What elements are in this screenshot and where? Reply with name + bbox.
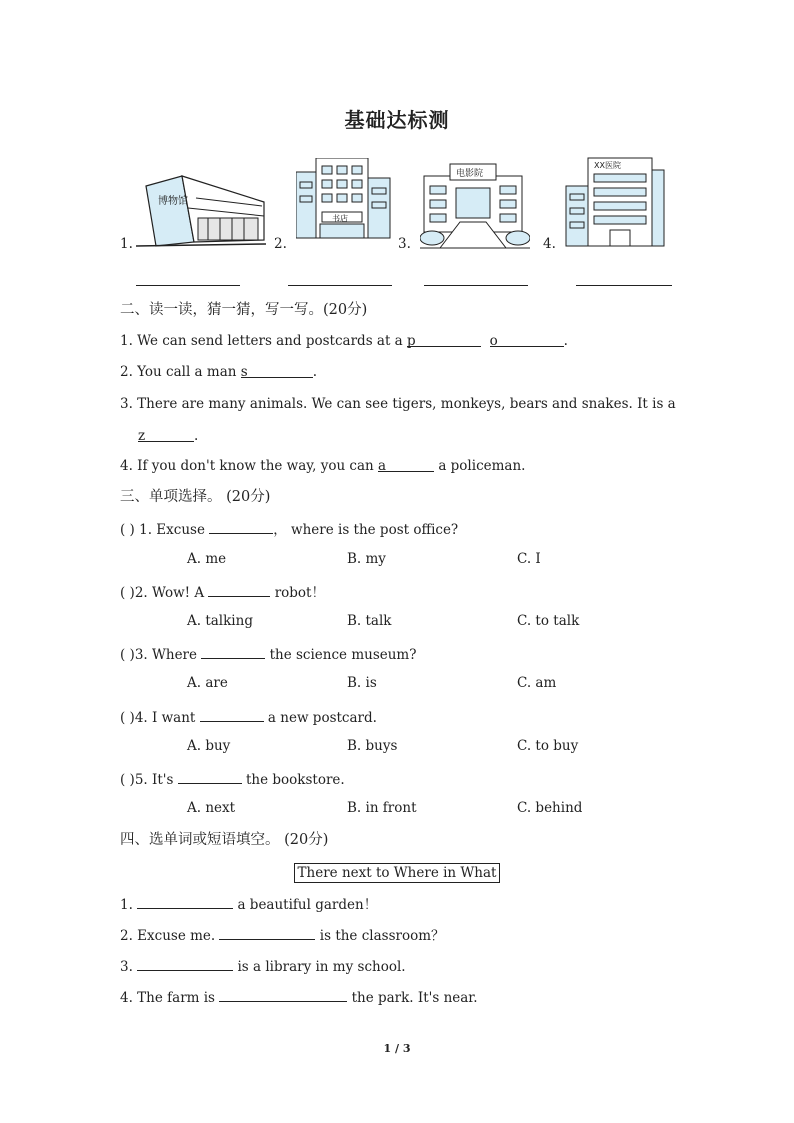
answer-blank[interactable] bbox=[219, 925, 315, 940]
answer-blank bbox=[201, 644, 265, 659]
option[interactable]: B. buys bbox=[347, 738, 398, 754]
answer-blank[interactable]: z bbox=[138, 427, 194, 442]
answer-blank bbox=[200, 707, 264, 722]
question: 4. If you don't know the way, you can a a policeman. bbox=[120, 458, 526, 474]
fill-question: 3. is a library in my school. bbox=[120, 956, 406, 976]
answer-paren[interactable]: ( ) bbox=[120, 772, 135, 788]
question-continuation: z . bbox=[138, 428, 199, 444]
question: 2. You call a man s . bbox=[120, 364, 318, 380]
answer-blank[interactable] bbox=[219, 987, 347, 1002]
answer-line[interactable] bbox=[288, 285, 392, 286]
museum-sign: 博物馆 bbox=[158, 196, 188, 207]
item-number: 3. bbox=[398, 236, 411, 252]
word-bank-box: There next to Where in What bbox=[294, 863, 500, 883]
answer-line[interactable] bbox=[576, 285, 672, 286]
answer-blank bbox=[208, 582, 270, 597]
mc-question: ( )4. I want a new postcard. bbox=[120, 707, 377, 727]
option[interactable]: B. is bbox=[347, 675, 377, 691]
option[interactable]: A. me bbox=[187, 551, 227, 567]
option[interactable]: A. next bbox=[187, 800, 236, 816]
answer-blank[interactable] bbox=[137, 894, 233, 909]
item-number: 1. bbox=[120, 236, 133, 252]
answer-paren[interactable]: ( ) bbox=[120, 710, 135, 726]
cinema-icon bbox=[420, 162, 530, 250]
answer-paren[interactable]: ( ) bbox=[120, 522, 135, 538]
fill-question: 2. Excuse me. is the classroom？ bbox=[120, 925, 445, 945]
option[interactable]: A. are bbox=[187, 675, 228, 691]
option[interactable]: C. to buy bbox=[517, 738, 579, 754]
mc-question: ( )2. Wow! A robot！ bbox=[120, 582, 325, 602]
option[interactable]: C. am bbox=[517, 675, 557, 691]
fill-question: 1. a beautiful garden！ bbox=[120, 894, 377, 914]
answer-blank bbox=[178, 769, 242, 784]
question: 3. There are many animals. We can see tigers, monkeys, bears and snakes. It is a bbox=[120, 396, 676, 412]
hospital-icon bbox=[564, 156, 668, 248]
answer-blank[interactable]: s bbox=[241, 363, 313, 378]
option[interactable]: B. my bbox=[347, 551, 386, 567]
section-heading: 四、选单词或短语填空。 (20分) bbox=[120, 832, 329, 848]
option[interactable]: A. talking bbox=[187, 613, 253, 629]
item-number: 2. bbox=[274, 236, 287, 252]
answer-line[interactable] bbox=[136, 285, 240, 286]
page-number: 1 / 3 bbox=[383, 1042, 411, 1055]
answer-blank[interactable]: a bbox=[378, 457, 434, 472]
option[interactable]: C. behind bbox=[517, 800, 583, 816]
answer-blank[interactable] bbox=[137, 956, 233, 971]
question: 1. We can send letters and postcards at a p o . bbox=[120, 333, 568, 349]
mc-question: ( ) 1. Excuse ， where is the post office? bbox=[120, 519, 458, 539]
cinema-sign: 电影院 bbox=[456, 169, 484, 179]
answer-paren[interactable]: ( ) bbox=[120, 647, 135, 663]
item-number: 4. bbox=[543, 236, 556, 252]
answer-blank[interactable]: o bbox=[490, 332, 564, 347]
answer-blank[interactable]: p bbox=[407, 332, 481, 347]
section-heading: 二、读一读，猜一猜，写一写。(20分) bbox=[120, 302, 368, 318]
mc-question: ( )5. It's the bookstore. bbox=[120, 769, 345, 789]
bookstore-sign: 书店 bbox=[332, 214, 348, 223]
museum-icon bbox=[136, 172, 266, 250]
answer-line[interactable] bbox=[424, 285, 528, 286]
mc-question: ( )3. Where the science museum? bbox=[120, 644, 416, 664]
fill-question: 4. The farm is the park. It's near. bbox=[120, 987, 478, 1007]
option[interactable]: B. in front bbox=[347, 800, 417, 816]
option[interactable]: C. I bbox=[517, 551, 541, 567]
option[interactable]: B. talk bbox=[347, 613, 392, 629]
answer-paren[interactable]: ( ) bbox=[120, 585, 135, 601]
answer-blank bbox=[209, 519, 273, 534]
bookstore-icon bbox=[296, 158, 392, 240]
option[interactable]: C. to talk bbox=[517, 613, 580, 629]
hospital-sign: XX医院 bbox=[594, 161, 621, 170]
option[interactable]: A. buy bbox=[187, 738, 231, 754]
section-heading: 三、单项选择。 (20分) bbox=[120, 489, 271, 505]
page-title: 基础达标测 bbox=[344, 108, 450, 132]
